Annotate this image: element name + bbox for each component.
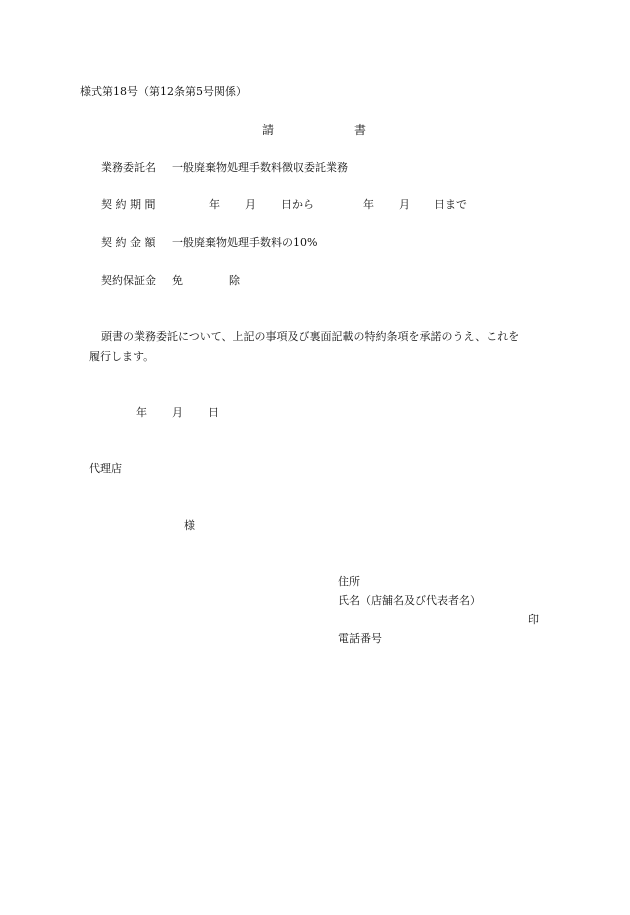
body-text-line-1: 頭書の業務委託について、上記の事項及び裏面記載の特約条項を承諾のうえ、これを [101, 330, 520, 343]
contract-amount-label: 契 約 金 額 [101, 236, 156, 249]
service-name-label: 業務委託名 [101, 161, 156, 174]
contract-period-to-year: 年 [363, 198, 374, 211]
signer-name-label: 氏名（店舗名及び代表者名） [338, 594, 481, 607]
contract-period-label: 契 約 期 間 [101, 198, 156, 211]
date-month: 月 [172, 406, 183, 419]
contract-period-to-month: 月 [399, 198, 410, 211]
signer-phone-label: 電話番号 [338, 632, 382, 645]
date-day: 日 [208, 406, 219, 419]
contract-deposit-value-1: 免 [172, 274, 183, 287]
contract-period-from-year: 年 [209, 198, 220, 211]
signer-address-label: 住所 [338, 575, 360, 588]
document-title-char-1: 請 [262, 123, 275, 137]
signer-seal-label: 印 [528, 613, 539, 626]
contract-deposit-label: 契約保証金 [101, 274, 156, 287]
service-name-value: 一般廃棄物処理手数料徴収委託業務 [172, 161, 348, 174]
contract-period-from-day: 日から [281, 198, 314, 211]
contract-period-from-month: 月 [245, 198, 256, 211]
contract-deposit-value-2: 除 [229, 274, 240, 287]
body-text-line-2: 履行します。 [89, 350, 155, 363]
contract-amount-value: 一般廃棄物処理手数料の10% [172, 236, 318, 249]
agent-label: 代理店 [89, 462, 122, 475]
date-year: 年 [136, 406, 147, 419]
document-title-char-2: 書 [354, 123, 367, 137]
contract-period-to-day: 日まで [434, 198, 467, 211]
addressee-suffix: 様 [184, 519, 195, 532]
form-number: 様式第18号（第12条第5号関係） [80, 85, 247, 98]
